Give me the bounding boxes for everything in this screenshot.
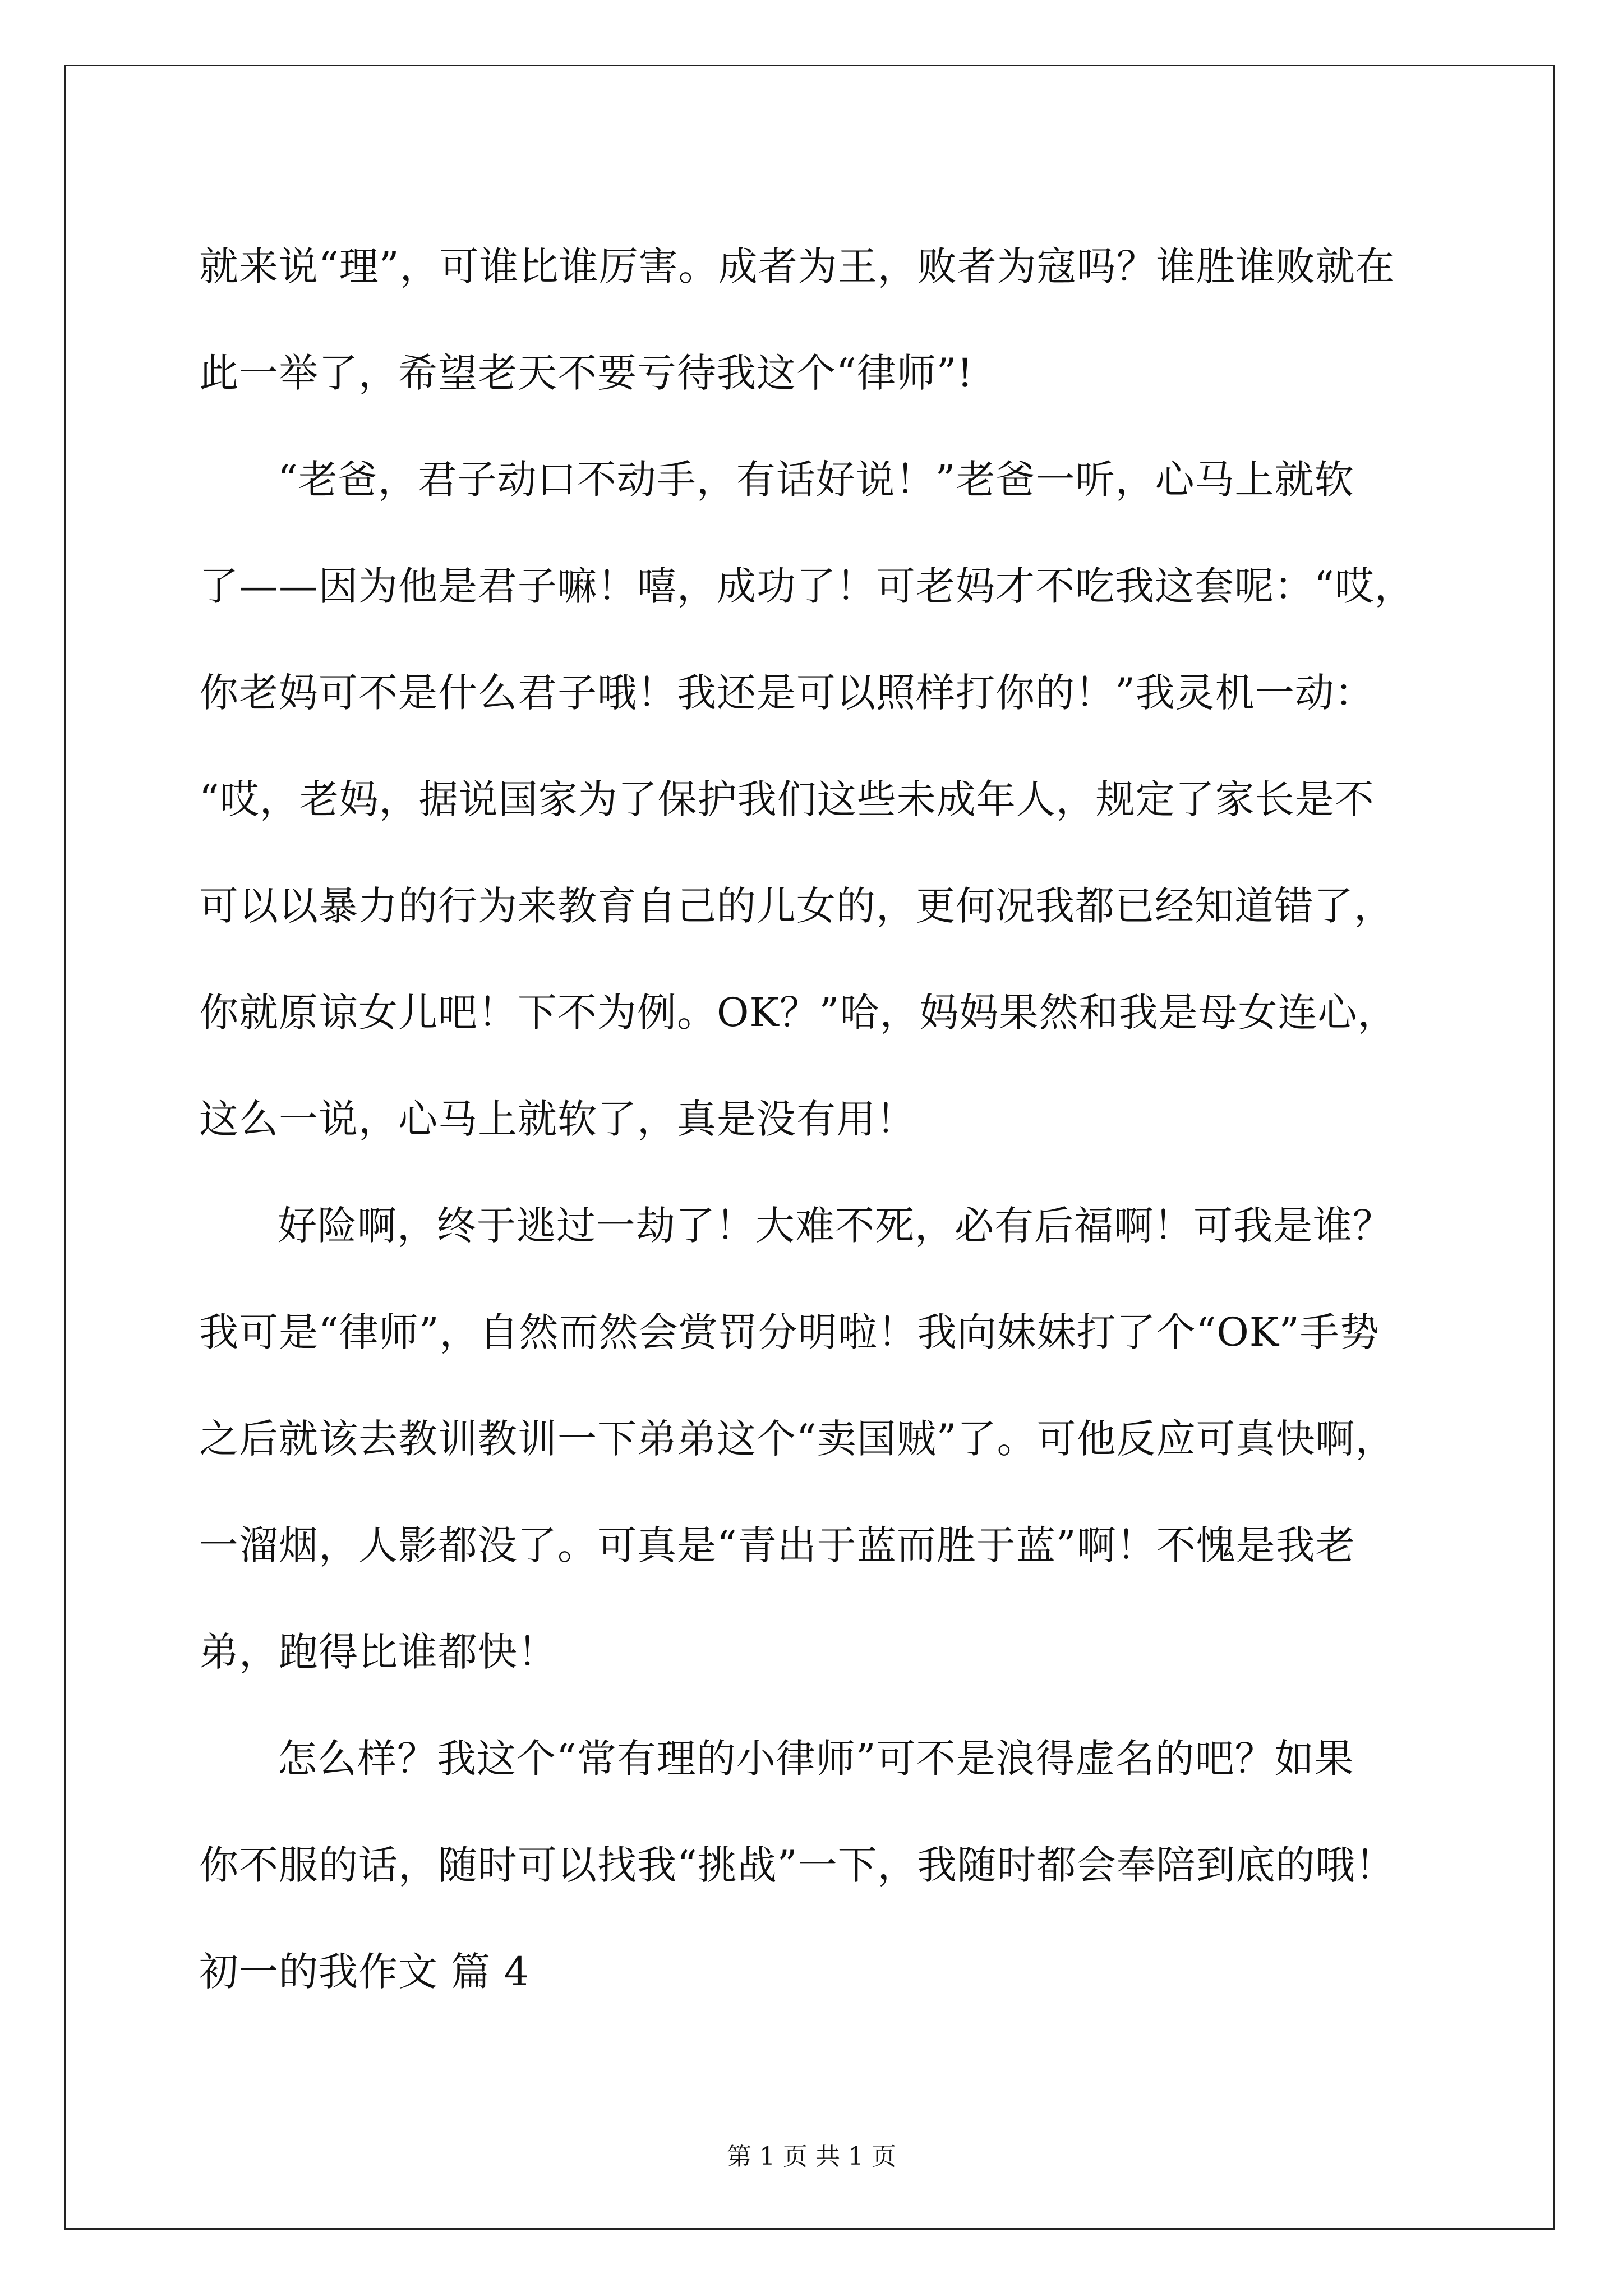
text-line: 此一举了，希望老天不要亏待我这个“律师”!	[199, 350, 974, 396]
text-line: 这么一说，心马上就软了，真是没有用！	[199, 1096, 916, 1142]
text-line: 你不服的话，随时可以找我“挑战”一下，我随时都会奉陪到底的哦！	[199, 1842, 1395, 1888]
text-line: 你就原谅女儿吧！下不为例。OK？”哈，妈妈果然和我是母女连心，	[199, 990, 1398, 1036]
text-line: 你老妈可不是什么君子哦！我还是可以照样打你的！”我灵机一动：	[199, 670, 1375, 716]
text-line: 了——因为他是君子嘛！嘻，成功了！可老妈才不吃我这套呢：“哎，	[199, 563, 1414, 609]
text-line: 一溜烟，人影都没了。可真是“青出于蓝而胜于蓝”啊！不愧是我老	[199, 1522, 1355, 1568]
text-line: 我可是“律师”，自然而然会赏罚分明啦！我向妹妹打了个“OK”手势	[199, 1309, 1380, 1355]
text-line: 怎么样？我这个“常有理的小律师”可不是浪得虚名的吧？如果	[278, 1736, 1354, 1782]
section-heading: 初一的我作文 篇 4	[199, 1949, 530, 1995]
text-line: “哎，老妈，据说国家为了保护我们这些未成年人，规定了家长是不	[199, 776, 1375, 822]
text-line: 好险啊，终于逃过一劫了！大难不死，必有后福啊！可我是谁？	[278, 1203, 1393, 1249]
document-body	[199, 213, 1427, 2025]
page-number-footer: 第 1 页 共 1 页	[727, 2142, 896, 2171]
text-line: 可以以暴力的行为来教育自己的儿女的，更何况我都已经知道错了，	[199, 883, 1394, 929]
text-line: 弟，跑得比谁都快！	[199, 1629, 557, 1675]
text-line: “老爸，君子动口不动手，有话好说！”老爸一听，心马上就软	[278, 457, 1354, 503]
text-line: 之后就该去教训教训一下弟弟这个“卖国贼”了。可他反应可真快啊，	[199, 1416, 1395, 1462]
text-line: 就来说“理”，可谁比谁厉害。成者为王，败者为寇吗？谁胜谁败就在	[199, 243, 1395, 289]
